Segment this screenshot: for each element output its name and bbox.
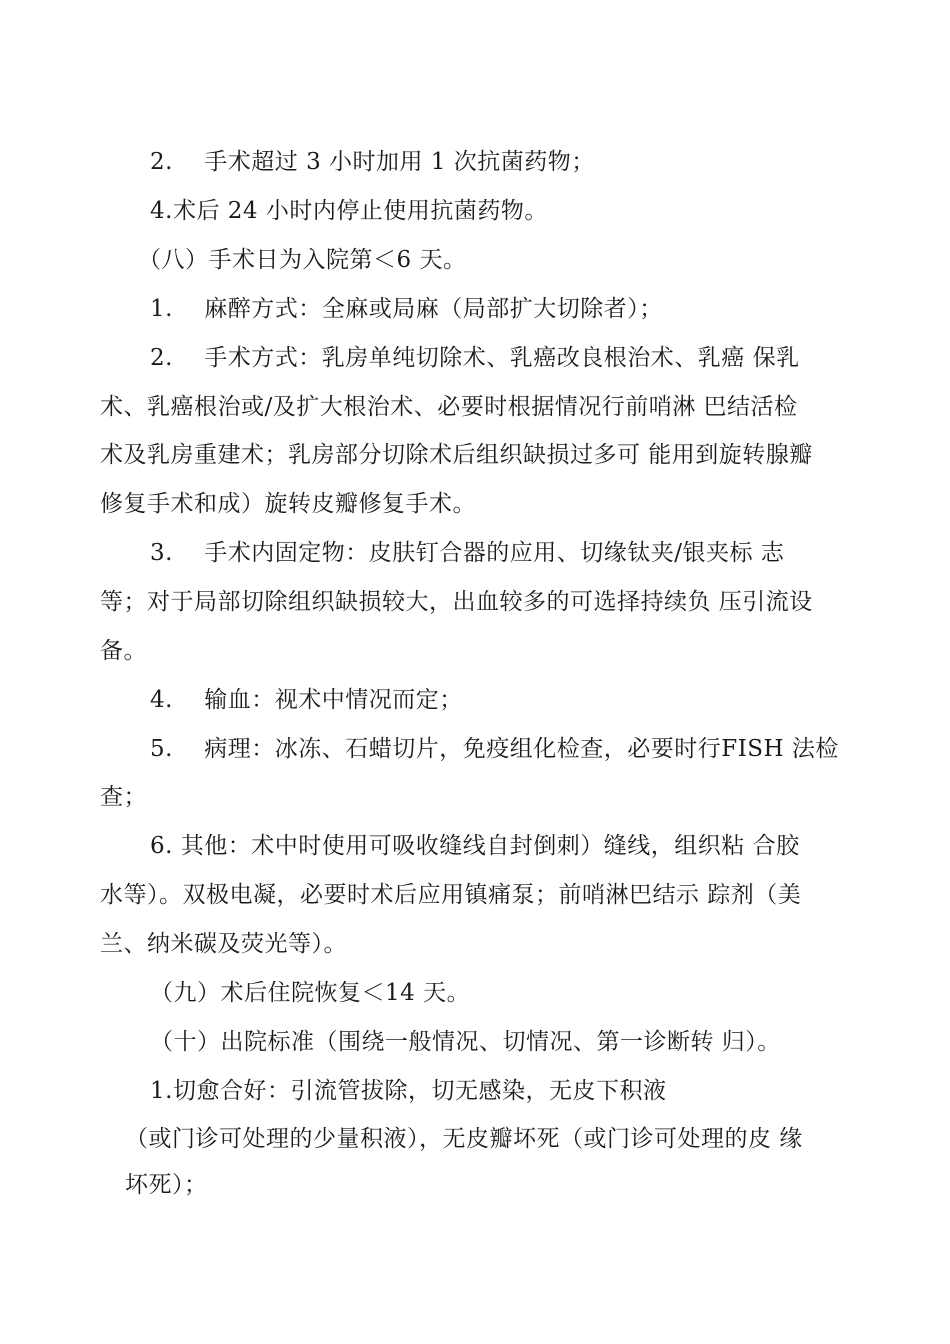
text-line: 兰、纳米碳及荧光等）。 [100, 931, 347, 957]
text-line: 2. 手术方式：乳房单纯切除术、乳癌改良根治术、乳癌 保乳 [150, 345, 800, 371]
text-line: 术、乳癌根治或/及扩大根治术、必要时根据情况行前哨淋 巴结活检 [100, 394, 798, 420]
text-line: 2. 手术超过 3 小时加用 1 次抗菌药物； [150, 149, 595, 175]
text-line: 修复手术和成）旋转皮瓣修复手术。 [100, 491, 476, 517]
section-heading: （八）手术日为入院第＜6 天。 [138, 247, 467, 273]
text-line: （或门诊可处理的少量积液），无皮瓣坏死（或门诊可处理的皮 缘 [125, 1126, 803, 1152]
text-line: 4.术后 24 小时内停止使用抗菌药物。 [150, 198, 548, 224]
text-line: 术及乳房重建术；乳房部分切除术后组织缺损过多可 能用到旋转腺瓣 [100, 442, 813, 468]
text-line: 3. 手术内固定物：皮肤钉合器的应用、切缘钛夹/银夹标 志 [150, 540, 785, 566]
section-heading: （十）出院标准（围绕一般情况、切情况、第一诊断转 归）。 [150, 1029, 781, 1055]
text-line: 1. 麻醉方式：全麻或局麻（局部扩大切除者）； [150, 296, 663, 322]
text-line: 1.切愈合好：引流管拔除，切无感染，无皮下积液 [150, 1078, 667, 1104]
text-line: 5. 病理：冰冻、石蜡切片，免疫组化检查，必要时行FISH 法检 [150, 736, 839, 762]
text-line: 4. 输血：视术中情况而定； [150, 687, 463, 713]
section-heading: （九）术后住院恢复＜14 天。 [150, 980, 471, 1006]
text-line: 备。 [100, 638, 147, 664]
text-line: 坏死）； [125, 1172, 208, 1198]
text-line: 水等）。双极电凝，必要时术后应用镇痛泵；前哨淋巴结示 踪剂（美 [100, 882, 802, 908]
text-line: 查； [100, 784, 147, 810]
text-line: 等；对于局部切除组织缺损较大，出血较多的可选择持续负 压引流设 [100, 589, 813, 615]
text-line: 6. 其他：术中时使用可吸收缝线自封倒刺）缝线，组织粘 合胶 [150, 833, 800, 859]
